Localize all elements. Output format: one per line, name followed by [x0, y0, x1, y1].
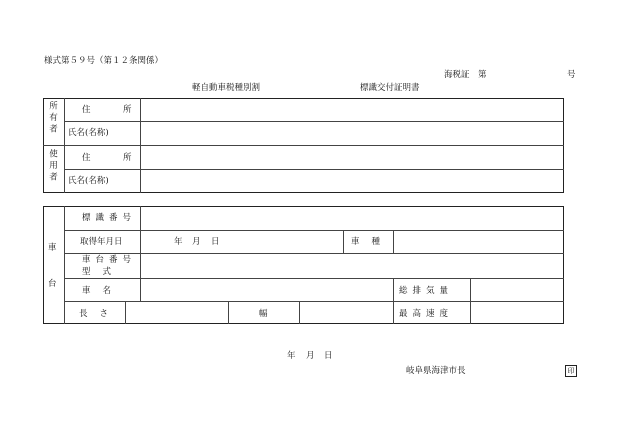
title-right: 標識交付証明書: [360, 83, 420, 93]
title-left: 軽自動車税種別割: [192, 83, 261, 93]
plate-number-field[interactable]: [142, 208, 563, 228]
issuer-name: 岐阜県海津市長: [406, 366, 466, 376]
footer-day: 日: [324, 351, 333, 361]
chassis-model-field[interactable]: [142, 255, 563, 276]
user-address-label: 住 所: [82, 153, 144, 163]
vehicle-type-field[interactable]: [395, 232, 563, 252]
displacement-field[interactable]: [472, 280, 563, 300]
owner-label: 所有者: [47, 101, 58, 136]
owner-address-label: 住 所: [82, 105, 144, 115]
user-label: 使用者: [47, 149, 58, 184]
length-field[interactable]: [127, 303, 227, 323]
width-field[interactable]: [301, 303, 392, 323]
acquired-day: 日: [211, 237, 220, 247]
footer-month: 月: [306, 351, 315, 361]
vehicle-label-bottom: 台: [48, 279, 57, 289]
vehicle-label-top: 車: [48, 243, 57, 253]
cert-number-prefix: 海税証 第: [444, 70, 487, 80]
form-id: 様式第５９号（第１２条関係）: [44, 56, 164, 66]
vehicle-type-label: 車種: [351, 237, 393, 247]
user-name-label: 氏名(名称): [68, 176, 109, 186]
plate-number-label: 標識番号: [82, 213, 137, 223]
acquired-year: 年: [174, 237, 183, 247]
model-label: 型式: [82, 267, 124, 277]
max-speed-field[interactable]: [472, 303, 563, 323]
user-name-field[interactable]: [142, 171, 563, 191]
owner-name-field[interactable]: [142, 123, 563, 143]
vehicle-name-field[interactable]: [142, 280, 391, 300]
owner-name-label: 氏名(名称): [68, 128, 109, 138]
vehicle-name-label: 車名: [82, 286, 124, 296]
owner-address-field[interactable]: [142, 100, 563, 120]
cert-number-suffix: 号: [567, 70, 576, 80]
displacement-label: 総排気量: [399, 286, 454, 296]
user-address-field[interactable]: [142, 147, 563, 167]
max-speed-label: 最高速度: [399, 309, 454, 319]
seal-mark: 印: [565, 365, 577, 377]
acquired-date-label: 取得年月日: [80, 237, 123, 247]
footer-year: 年: [287, 351, 296, 361]
width-label: 幅: [259, 309, 268, 319]
acquired-month: 月: [192, 237, 201, 247]
chassis-number-label: 車台番号: [82, 255, 137, 265]
length-label: 長さ: [79, 309, 121, 319]
